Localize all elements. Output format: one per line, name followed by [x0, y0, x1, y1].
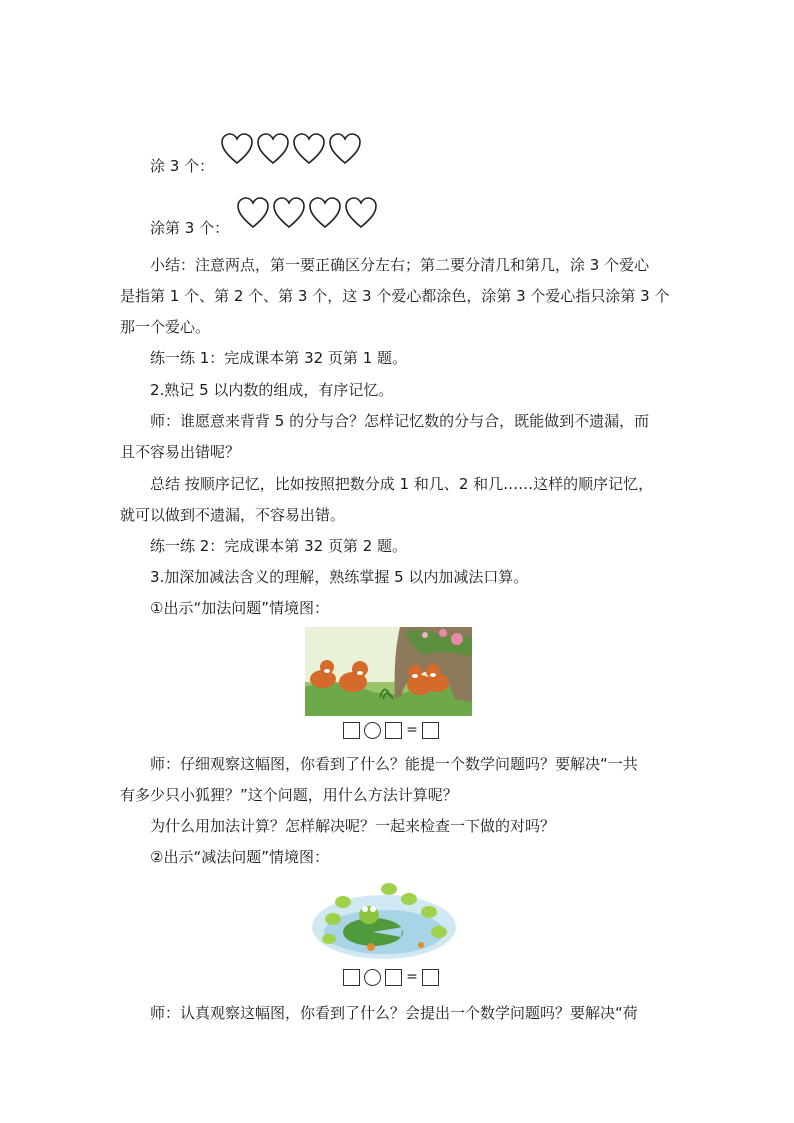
addition-equation-template: [343, 722, 439, 739]
fox-scene-illustration: [305, 627, 472, 716]
answer-box[interactable]: [343, 969, 360, 986]
heart-row-1: [220, 132, 362, 166]
equals-sign: =: [406, 969, 418, 985]
teacher-question-line-2: 且不容易出错呢？: [120, 443, 241, 461]
addition-scene-caption: ①出示“加法问题”情境图：: [150, 599, 329, 617]
section-heading-3: 3.加深加减法含义的理解，熟练掌握 5 以内加减法口算。: [150, 568, 529, 586]
operator-circle[interactable]: [364, 722, 381, 739]
heart-icon: [220, 132, 254, 166]
heart-icon: [308, 196, 342, 230]
subtraction-scene-caption: ②出示“减法问题”情境图：: [150, 848, 329, 866]
heart-icon: [236, 196, 270, 230]
summary-line-2: 是指第 1 个、第 2 个、第 3 个，这 3 个爱心都涂色，涂第 3 个爱心指只涂第 3 个: [120, 287, 670, 305]
answer-box[interactable]: [343, 722, 360, 739]
heart-icon: [292, 132, 326, 166]
heart-icon: [272, 196, 306, 230]
exercise-1: 练一练 1：完成课本第 32 页第 1 题。: [150, 349, 408, 367]
heart-icon: [256, 132, 290, 166]
answer-box[interactable]: [385, 969, 402, 986]
teacher-frog-question-line: 师：认真观察这幅图，你看到了什么？会提出一个数学问题吗？要解决“荷: [150, 1004, 638, 1022]
subtraction-equation-template: [343, 969, 439, 986]
teacher-question-line-1: 师：谁愿意来背背 5 的分与合？怎样记忆数的分与合，既能做到不遗漏，而: [150, 412, 650, 430]
teacher-observe-line-2: 有多少只小狐狸？”这个问题，用什么方法计算呢？: [120, 786, 458, 804]
summary-line-1: 小结：注意两点，第一要正确区分左右；第二要分清几和第几，涂 3 个爱心: [150, 256, 650, 274]
answer-box[interactable]: [422, 722, 439, 739]
summary-line-3: 那一个爱心。: [120, 318, 211, 336]
conclusion-line-2: 就可以做到不遗漏，不容易出错。: [120, 506, 346, 524]
why-addition-line: 为什么用加法计算？怎样解决呢？一起来检查一下做的对吗？: [150, 817, 556, 835]
heart-icon: [344, 196, 378, 230]
exercise-2: 练一练 2：完成课本第 32 页第 2 题。: [150, 537, 408, 555]
hearts-label-2: 涂第 3 个：: [150, 219, 230, 237]
answer-box[interactable]: [385, 722, 402, 739]
equals-sign: =: [406, 722, 418, 738]
hearts-label-1: 涂 3 个：: [150, 157, 215, 175]
answer-box[interactable]: [422, 969, 439, 986]
heart-row-2: [236, 196, 378, 230]
frog-scene-illustration: [311, 877, 458, 962]
section-heading-2: 2.熟记 5 以内数的组成，有序记忆。: [150, 381, 394, 399]
operator-circle[interactable]: [364, 969, 381, 986]
teacher-observe-line-1: 师：仔细观察这幅图，你看到了什么？能提一个数学问题吗？要解决“一共: [150, 755, 638, 773]
heart-icon: [328, 132, 362, 166]
conclusion-line-1: 总结 按顺序记忆，比如按照把数分成 1 和几、2 和几……这样的顺序记忆，: [150, 475, 654, 493]
